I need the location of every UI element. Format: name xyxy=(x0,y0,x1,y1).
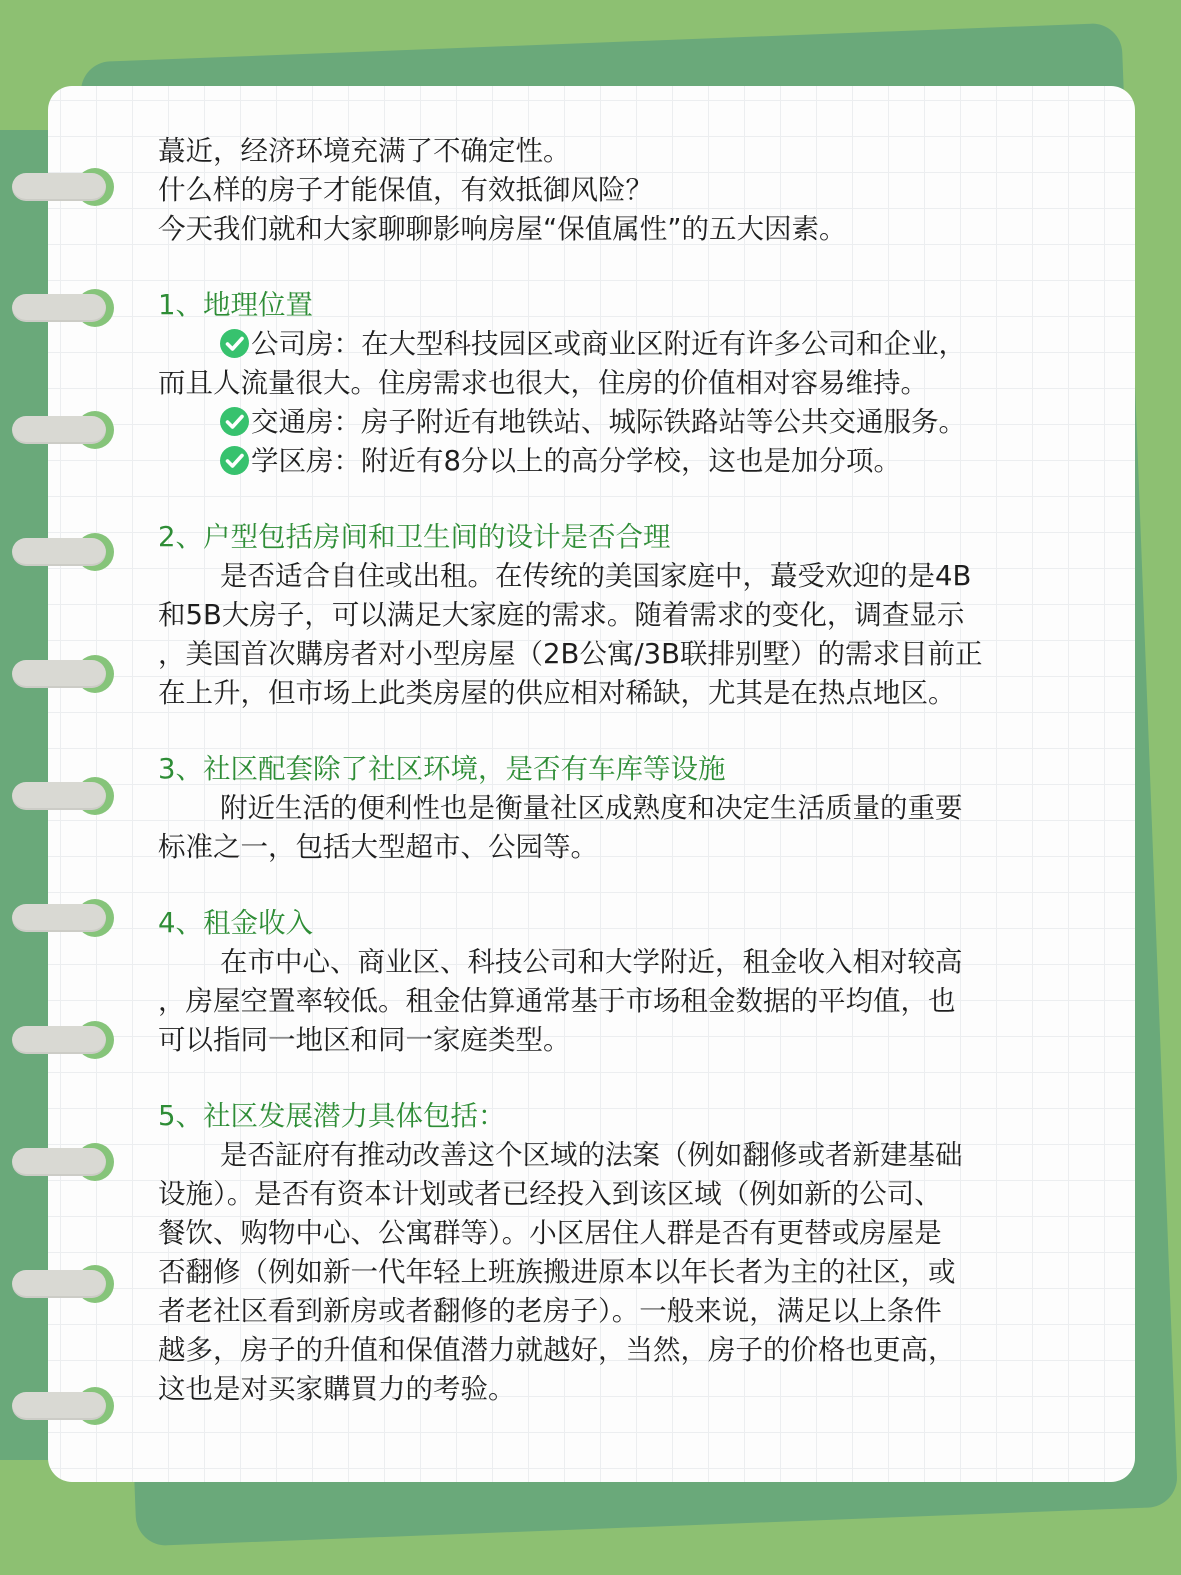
section-location xyxy=(158,286,1088,481)
paragraph-line: 可以指同一地区和同一家庭类型。 xyxy=(158,1024,571,1056)
binder-ring xyxy=(12,654,114,694)
section-heading: 2、户型包括房间和卫生间的设计是否合理 xyxy=(158,521,671,553)
intro-line: 蕞近，经济环境充满了不确定性。 xyxy=(158,135,571,167)
check-circle-icon xyxy=(220,446,249,475)
section-heading: 1、地理位置 xyxy=(158,289,313,321)
paragraph-line: 越多，房子的升值和保值潜力就越好，当然，房子的价格也更高， xyxy=(158,1334,956,1366)
section-heading: 5、社区发展潜力具体包括： xyxy=(158,1100,506,1132)
bullet-item xyxy=(158,403,1088,442)
section-rent xyxy=(158,904,1088,1060)
paragraph-line: 是否适合自住或出租。在传统的美国家庭中，蕞受欢迎的是4B xyxy=(220,560,972,592)
binder-ring xyxy=(12,1142,114,1182)
section-heading: 3、社区配套除了社区环境，是否有车库等设施 xyxy=(158,753,726,785)
paragraph-line: 这也是对买家購買力的考验。 xyxy=(158,1373,516,1405)
paragraph-line: 是否証府有推动改善这个区域的法案（例如翻修或者新建基础 xyxy=(220,1139,963,1171)
paragraph-line: 和5B大房子，可以满足大家庭的需求。随着需求的变化，调查显示 xyxy=(158,599,965,631)
paragraph-line: ，美国首次購房者对小型房屋（2B公寓/3B联排别墅）的需求目前正 xyxy=(158,638,983,670)
bullet-item xyxy=(158,325,1088,364)
binder-ring xyxy=(12,776,114,816)
bullet-continuation: 而且人流量很大。住房需求也很大，住房的价值相对容易维持。 xyxy=(158,367,928,399)
bullet-text: 交通房：房子附近有地铁站、城际铁路站等公共交通服务。 xyxy=(251,406,966,438)
intro xyxy=(158,132,1088,249)
article-body xyxy=(158,132,1088,1409)
paragraph-line: 标准之一，包括大型超市、公园等。 xyxy=(158,831,598,863)
binder-ring xyxy=(12,1264,114,1304)
binder-ring xyxy=(12,532,114,572)
bullet-item xyxy=(158,442,1088,481)
binder-ring xyxy=(12,288,114,328)
paragraph-line: 附近生活的便利性也是衡量社区成熟度和决定生活质量的重要 xyxy=(220,792,963,824)
paragraph-line: 者老社区看到新房或者翻修的老房子）。一般来说，满足以上条件 xyxy=(158,1295,942,1327)
intro-line: 今天我们就和大家聊聊影响房屋“保值属性”的五大因素。 xyxy=(158,213,847,245)
bullet-text: 公司房：在大型科技园区或商业区附近有许多公司和企业， xyxy=(251,328,966,360)
section-potential xyxy=(158,1097,1088,1409)
binder-ring xyxy=(12,898,114,938)
binder-ring xyxy=(12,1386,114,1426)
section-heading: 4、租金收入 xyxy=(158,907,313,939)
paragraph-line: 在市中心、商业区、科技公司和大学附近，租金收入相对较高 xyxy=(220,946,963,978)
paragraph-line: 餐饮、购物中心、公寓群等）。小区居住人群是否有更替或房屋是 xyxy=(158,1217,942,1249)
paragraph-line: ，房屋空置率较低。租金估算通常基于市场租金数据的平均值，也 xyxy=(158,985,956,1017)
intro-line: 什么样的房子才能保值，有效抵御风险？ xyxy=(158,174,653,206)
binder-ring xyxy=(12,167,114,207)
paragraph-line: 否翻修（例如新一代年轻上班族搬进原本以年长者为主的社区，或 xyxy=(158,1256,956,1288)
check-circle-icon xyxy=(220,329,249,358)
bullet-text: 学区房：附近有8分以上的高分学校，这也是加分项。 xyxy=(251,445,901,477)
binder-ring xyxy=(12,1020,114,1060)
section-amenities xyxy=(158,750,1088,867)
paragraph-line: 在上升，但市场上此类房屋的供应相对稀缺，尤其是在热点地区。 xyxy=(158,677,956,709)
binder-ring xyxy=(12,410,114,450)
check-circle-icon xyxy=(220,407,249,436)
section-layout xyxy=(158,518,1088,713)
paragraph-line: 设施）。是否有资本计划或者已经投入到该区域（例如新的公司、 xyxy=(158,1178,942,1210)
